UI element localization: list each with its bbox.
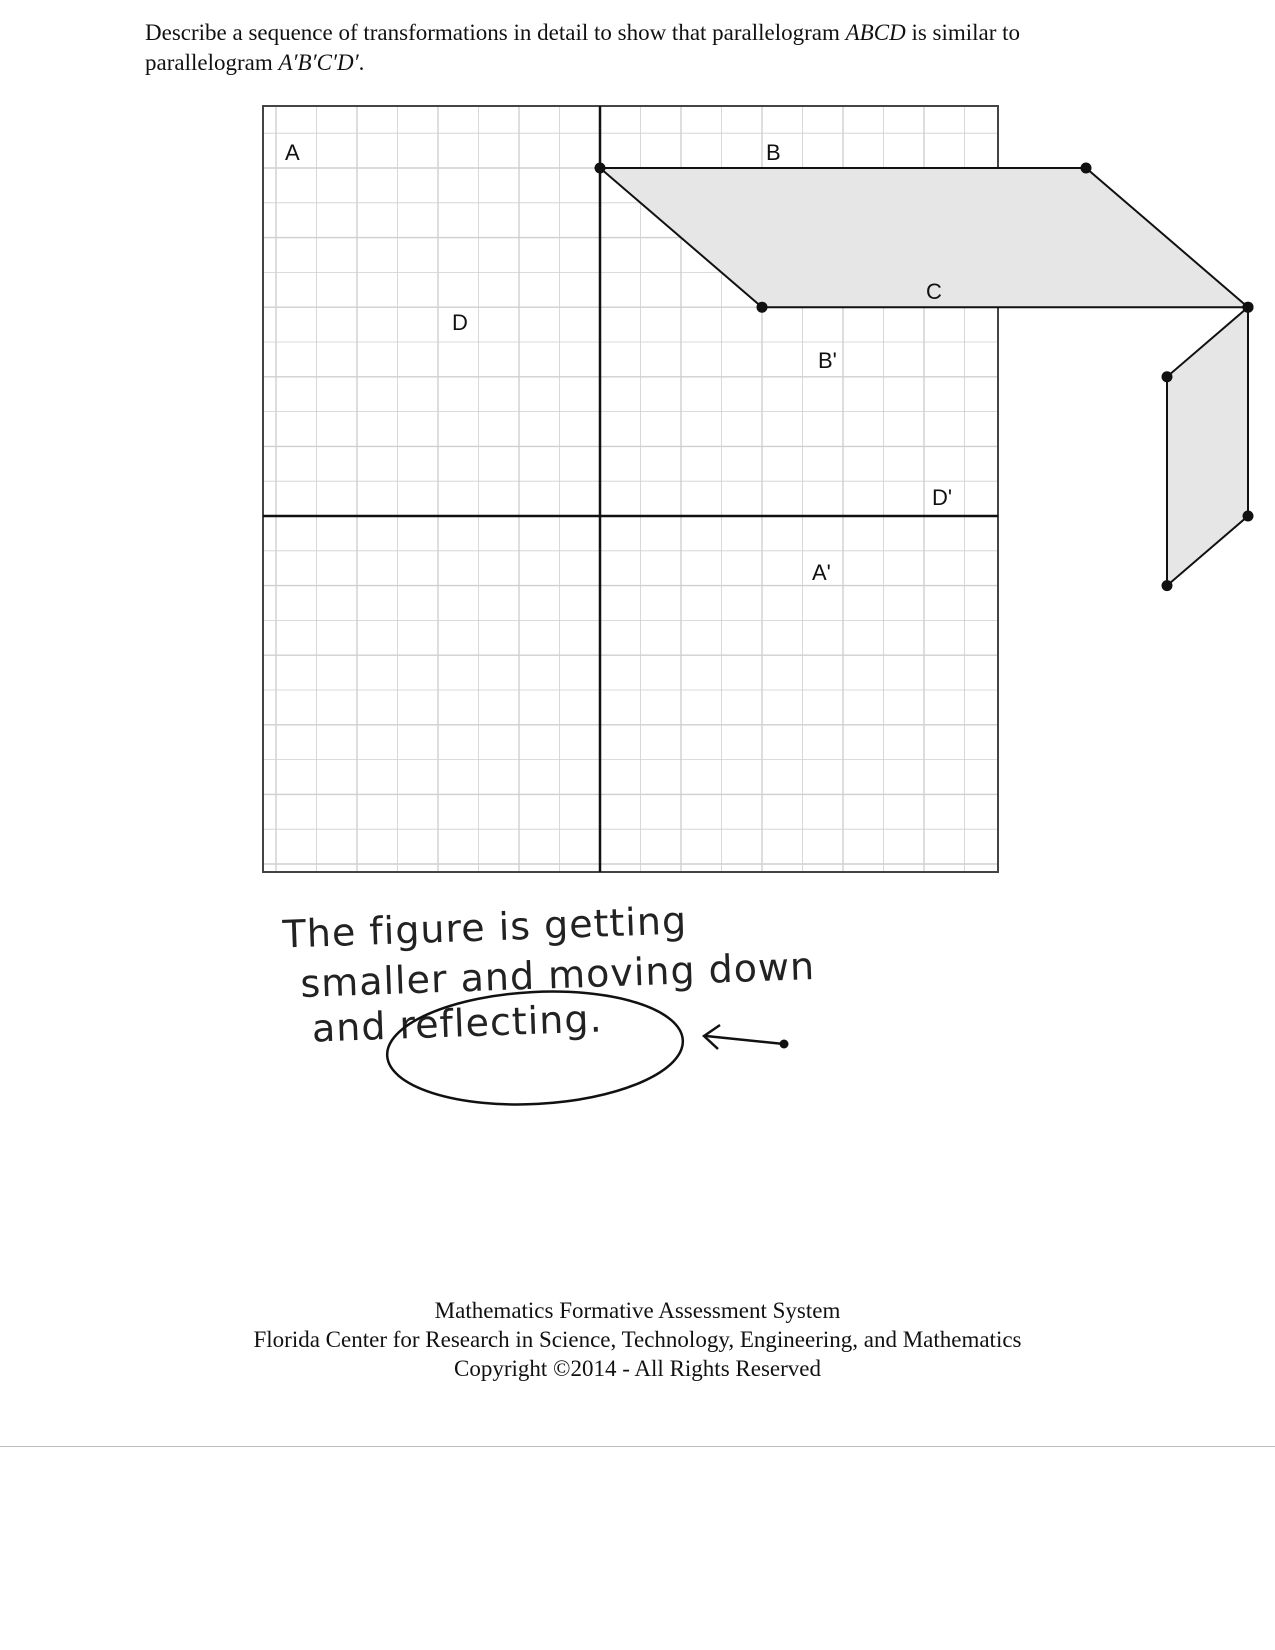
label-b: B bbox=[766, 140, 781, 165]
prompt-line-1: Describe a sequence of transformations in detail to show that parallelogram ABCD is similar to bbox=[145, 20, 1021, 45]
annotation-arrow-dot bbox=[780, 1040, 789, 1049]
label-d-prime: D' bbox=[932, 485, 953, 510]
answer-line-2: smaller and moving down bbox=[299, 944, 816, 1006]
vertex-dot-c-prime bbox=[1243, 302, 1254, 313]
vertex-dot-d-prime bbox=[1243, 511, 1254, 522]
label-a: A bbox=[285, 140, 300, 165]
answer-line-1: The figure is getting bbox=[281, 898, 688, 957]
footer-line-2: Florida Center for Research in Science, Technology, Engineering, and Mathematics bbox=[253, 1327, 1022, 1352]
label-d: D bbox=[452, 310, 468, 335]
student-answer bbox=[281, 894, 818, 1051]
parallelogram-a-prime-b-prime-c-prime-d-prime bbox=[1167, 307, 1248, 585]
label-a-prime: A' bbox=[812, 560, 831, 585]
footer-line-1: Mathematics Formative Assessment System bbox=[434, 1298, 841, 1323]
parallelogram-abcd bbox=[600, 168, 1248, 307]
vertex-dot-b bbox=[1081, 163, 1092, 174]
vertex-dot-a-prime bbox=[1162, 580, 1173, 591]
vertex-dot-b-prime bbox=[1162, 371, 1173, 382]
annotation-arrow-shaft bbox=[706, 1036, 784, 1044]
answer-line-3: and reflecting. bbox=[311, 996, 604, 1051]
footer-line-3: Copyright ©2014 - All Rights Reserved bbox=[454, 1356, 821, 1381]
vertex-dot-d bbox=[757, 302, 768, 313]
page-divider bbox=[0, 1446, 1275, 1447]
prompt-line-2: parallelogram A′B′C′D′. bbox=[145, 50, 365, 75]
label-b-prime: B' bbox=[818, 348, 837, 373]
vertex-dot-a bbox=[595, 163, 606, 174]
label-c: C bbox=[926, 279, 942, 304]
